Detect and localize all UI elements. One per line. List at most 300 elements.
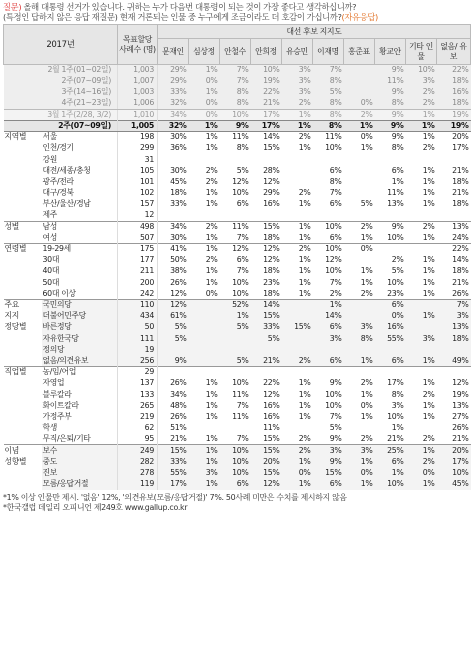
row-label: 자영업 xyxy=(42,378,65,388)
value-cell: 3% xyxy=(189,467,220,478)
value-cell: 1% xyxy=(282,221,313,232)
value-cell xyxy=(189,367,220,378)
value-cell: 1% xyxy=(205,143,218,153)
footnote-2: *한국갤럽 데일리 오피니언 제249호 www.gallup.co.kr xyxy=(3,503,188,513)
value-cell: 9% xyxy=(313,456,344,467)
value-cell: 21% xyxy=(387,434,404,444)
value-cell xyxy=(189,322,220,333)
value-cell: 8% xyxy=(313,98,344,109)
sample-size-cell: 200 xyxy=(118,277,158,288)
sample-size-cell: 1,007 xyxy=(118,76,158,87)
sample-size-cell: 1,006 xyxy=(118,98,158,109)
value-cell: 7% xyxy=(220,65,251,76)
value-cell: 1% xyxy=(406,120,437,131)
row-label: 국민의당 xyxy=(42,299,118,310)
value-cell: 2% xyxy=(205,255,218,265)
row-label: 50대 xyxy=(42,277,60,287)
value-cell: 15% xyxy=(313,467,344,478)
value-cell: 6% xyxy=(375,355,406,366)
sample-size-cell: 1,003 xyxy=(118,87,158,98)
value-cell xyxy=(220,333,251,344)
value-cell: 20% xyxy=(437,132,471,143)
row-group-label xyxy=(4,423,42,434)
value-cell: 11% xyxy=(375,76,406,87)
value-cell: 10% xyxy=(375,478,406,489)
value-cell: 12% xyxy=(251,244,282,255)
value-cell xyxy=(189,311,220,322)
value-cell: 22% xyxy=(251,87,282,98)
value-cell: 33% xyxy=(158,456,189,467)
value-cell xyxy=(282,311,313,322)
value-cell: 3% xyxy=(282,65,313,76)
table-row xyxy=(4,65,471,76)
value-cell xyxy=(406,299,437,310)
value-cell: 55% xyxy=(375,333,406,344)
value-cell: 18% xyxy=(263,232,280,242)
value-cell: 13% xyxy=(437,221,471,232)
row-label: 2주(07~09일) xyxy=(4,76,118,87)
value-cell xyxy=(158,210,189,221)
value-cell: 23% xyxy=(263,277,280,287)
row-label: 강원 xyxy=(42,154,57,164)
row-label: 30대 xyxy=(42,255,60,265)
sample-size-cell: 101 xyxy=(118,176,158,187)
value-cell: 5% xyxy=(360,199,373,209)
row-group-label xyxy=(4,434,42,445)
sample-size-cell: 1,005 xyxy=(118,120,158,131)
value-cell: 2% xyxy=(298,434,311,444)
value-cell: 1% xyxy=(205,232,218,242)
sample-size-cell: 157 xyxy=(118,199,158,210)
table-row xyxy=(4,467,471,478)
value-cell: 3% xyxy=(313,445,344,456)
value-cell: 0% xyxy=(406,467,437,478)
value-cell: 12% xyxy=(251,478,282,489)
value-cell: 8% xyxy=(391,143,404,153)
sample-size-cell: 137 xyxy=(118,378,158,389)
value-cell: 5% xyxy=(329,423,342,433)
value-cell: 10% xyxy=(387,411,404,421)
value-cell: 15% xyxy=(251,445,282,456)
row-label: 농/임/어업 xyxy=(42,367,118,378)
value-cell xyxy=(282,210,313,221)
value-cell: 29% xyxy=(158,76,189,87)
value-cell: 15% xyxy=(282,322,313,333)
value-cell: 1% xyxy=(422,277,435,287)
value-cell xyxy=(313,344,344,355)
value-cell: 21% xyxy=(452,434,469,444)
value-cell: 3% xyxy=(406,76,437,87)
value-cell: 1% xyxy=(189,65,220,76)
value-cell: 1% xyxy=(406,478,437,489)
value-cell xyxy=(282,344,313,355)
value-cell: 8% xyxy=(313,109,344,120)
value-cell: 2% xyxy=(391,255,404,265)
row-group-label xyxy=(4,165,42,176)
value-cell: 48% xyxy=(158,400,189,411)
value-cell: 2% xyxy=(406,221,437,232)
candidate-header: 안희정 xyxy=(251,39,282,65)
value-cell: 9% xyxy=(158,355,189,366)
value-cell xyxy=(189,423,220,434)
value-cell: 27% xyxy=(452,411,469,421)
table-row xyxy=(4,288,471,299)
value-cell: 6% xyxy=(375,299,406,310)
value-cell: 45% xyxy=(158,176,189,187)
candidate-header: 홍준표 xyxy=(344,39,375,65)
value-cell: 13% xyxy=(452,400,469,410)
value-cell: 5% xyxy=(236,165,249,175)
value-cell: 1% xyxy=(344,120,375,131)
value-cell: 26% xyxy=(158,411,189,422)
table-row xyxy=(4,210,471,221)
value-cell xyxy=(158,344,189,355)
value-cell xyxy=(189,333,220,344)
value-cell: 6% xyxy=(329,165,342,175)
value-cell: 15% xyxy=(251,467,282,478)
value-cell: 16% xyxy=(437,87,471,98)
value-cell xyxy=(313,210,344,221)
value-cell: 10% xyxy=(220,445,251,456)
value-cell: 34% xyxy=(158,221,189,232)
value-cell: 11% xyxy=(263,423,280,433)
row-group-label xyxy=(4,266,42,277)
value-cell: 10% xyxy=(220,456,251,467)
value-cell xyxy=(344,165,375,176)
value-cell: 0% xyxy=(375,311,406,322)
value-cell: 1% xyxy=(422,378,435,388)
sample-size-cell: 498 xyxy=(118,221,158,232)
row-group-label: 지지 xyxy=(4,311,42,322)
row-group-label xyxy=(4,478,42,489)
value-cell: 11% xyxy=(232,411,249,421)
value-cell: 29% xyxy=(263,188,280,198)
value-cell: 15% xyxy=(263,143,280,153)
row-group-label xyxy=(4,188,42,199)
value-cell: 12% xyxy=(158,299,189,310)
value-cell: 2% xyxy=(282,244,313,255)
value-cell: 12% xyxy=(263,255,280,265)
value-cell: 3% xyxy=(282,76,313,87)
value-cell: 19% xyxy=(251,76,282,87)
candidate-header: 심상정 xyxy=(189,39,220,65)
sample-size-cell: 219 xyxy=(118,411,158,422)
sample-size-cell: 133 xyxy=(118,389,158,400)
table-row xyxy=(4,199,471,210)
table-row xyxy=(4,299,471,310)
value-cell: 10% xyxy=(232,288,249,298)
value-cell: 1% xyxy=(298,199,311,209)
row-group-label xyxy=(4,355,42,366)
candidate-header: 유승민 xyxy=(282,39,313,65)
value-cell: 1% xyxy=(205,411,218,421)
value-cell: 1% xyxy=(360,232,373,242)
value-cell xyxy=(375,344,406,355)
value-cell xyxy=(375,154,406,165)
value-cell: 10% xyxy=(220,109,251,120)
row-label: 무직/은퇴/기타 xyxy=(42,434,91,444)
value-cell: 3% xyxy=(313,333,344,344)
value-cell: 30% xyxy=(158,132,189,143)
value-cell: 1% xyxy=(205,277,218,287)
value-cell: 41% xyxy=(158,244,189,255)
value-cell: 0% xyxy=(282,467,313,478)
value-cell: 2% xyxy=(360,288,373,298)
value-cell xyxy=(189,299,220,310)
table-row xyxy=(4,87,471,98)
value-cell: 13% xyxy=(387,199,404,209)
value-cell: 26% xyxy=(452,423,469,433)
value-cell: 1% xyxy=(406,109,437,120)
value-cell: 11% xyxy=(387,188,404,198)
value-cell: 17% xyxy=(437,456,471,467)
value-cell: 1% xyxy=(422,266,435,276)
value-cell: 10% xyxy=(232,277,249,287)
value-cell: 1% xyxy=(189,456,220,467)
value-cell: 18% xyxy=(437,76,471,87)
candidate-header: 안철수 xyxy=(220,39,251,65)
value-cell: 1% xyxy=(205,188,218,198)
candidate-header: 황교안 xyxy=(375,39,406,65)
value-cell: 51% xyxy=(158,423,189,434)
value-cell xyxy=(344,76,375,87)
value-cell: 7% xyxy=(236,400,249,410)
value-cell xyxy=(251,344,282,355)
row-group-label xyxy=(4,411,42,422)
value-cell: 10% xyxy=(313,221,344,232)
row-group-label xyxy=(4,143,42,154)
value-cell: 1% xyxy=(282,109,313,120)
value-cell xyxy=(375,244,406,255)
table-row xyxy=(4,176,471,187)
value-cell: 30% xyxy=(158,232,189,243)
value-cell: 17% xyxy=(158,478,189,489)
value-cell: 1% xyxy=(422,255,435,265)
value-cell: 1% xyxy=(344,355,375,366)
row-group-label xyxy=(4,277,42,288)
value-cell: 8% xyxy=(220,87,251,98)
value-cell: 8% xyxy=(220,98,251,109)
value-cell: 2% xyxy=(205,165,218,175)
table-row xyxy=(4,456,471,467)
value-cell: 2% xyxy=(422,434,435,444)
value-cell xyxy=(406,154,437,165)
value-cell: 1% xyxy=(205,389,218,399)
row-label: 여성 xyxy=(42,232,57,242)
value-cell: 1% xyxy=(205,378,218,388)
value-cell: 36% xyxy=(158,143,189,154)
sample-size-cell: 102 xyxy=(118,188,158,199)
value-cell: 33% xyxy=(158,87,189,98)
value-cell: 1% xyxy=(298,266,311,276)
value-cell: 1% xyxy=(298,277,311,287)
value-cell: 7% xyxy=(236,434,249,444)
footnotes xyxy=(3,493,471,514)
candidate-header: 기타 인물 xyxy=(406,39,437,65)
value-cell: 1% xyxy=(422,199,435,209)
value-cell: 10% xyxy=(232,188,249,198)
value-cell: 5% xyxy=(158,333,189,344)
value-cell: 2% xyxy=(406,456,437,467)
table-row xyxy=(4,221,471,232)
value-cell: 7% xyxy=(329,277,342,287)
value-cell xyxy=(251,210,282,221)
value-cell xyxy=(344,65,375,76)
value-cell: 2% xyxy=(282,132,313,143)
sample-size-cell: 198 xyxy=(118,132,158,143)
value-cell: 7% xyxy=(236,232,249,242)
value-cell: 1% xyxy=(282,456,313,467)
value-cell: 11% xyxy=(313,132,344,143)
value-cell: 6% xyxy=(313,355,344,366)
value-cell: 10% xyxy=(251,65,282,76)
value-cell: 1% xyxy=(205,400,218,410)
value-cell: 10% xyxy=(387,277,404,287)
value-cell: 21% xyxy=(251,98,282,109)
value-cell: 6% xyxy=(313,478,344,489)
value-cell: 10% xyxy=(387,232,404,242)
row-group-label xyxy=(4,400,42,411)
sample-size-cell: 507 xyxy=(118,232,158,243)
row-label: 모름/응답거절 xyxy=(42,478,118,489)
value-cell xyxy=(344,154,375,165)
value-cell: 34% xyxy=(158,109,189,120)
candidate-header: 문재인 xyxy=(158,39,189,65)
value-cell: 10% xyxy=(325,266,342,276)
row-group-label xyxy=(4,210,42,221)
value-cell: 7% xyxy=(236,266,249,276)
value-cell: 1% xyxy=(298,378,311,388)
value-cell: 2% xyxy=(329,288,342,298)
value-cell: 1% xyxy=(391,423,404,433)
value-cell: 1% xyxy=(422,232,435,242)
row-label: 보수 xyxy=(42,445,118,456)
value-cell: 21% xyxy=(158,434,189,445)
row-label: 화이트칼라 xyxy=(42,400,79,410)
value-cell: 1% xyxy=(422,411,435,421)
value-cell: 7% xyxy=(329,411,342,421)
value-cell: 12% xyxy=(452,378,469,388)
value-cell: 8% xyxy=(236,143,249,153)
value-cell: 24% xyxy=(452,232,469,242)
sample-size-cell: 434 xyxy=(118,311,158,322)
table-row xyxy=(4,132,471,143)
value-cell: 33% xyxy=(251,322,282,333)
value-cell: 18% xyxy=(158,188,189,199)
value-cell: 30% xyxy=(158,165,189,176)
value-cell: 17% xyxy=(251,120,282,131)
value-cell xyxy=(282,154,313,165)
value-cell: 12% xyxy=(263,389,280,399)
table-row xyxy=(4,378,471,389)
row-group-label xyxy=(4,344,42,355)
value-cell: 9% xyxy=(375,109,406,120)
value-cell: 11% xyxy=(232,389,249,399)
value-cell: 5% xyxy=(158,322,189,333)
value-cell: 1% xyxy=(189,244,220,255)
sample-size-cell: 177 xyxy=(118,255,158,266)
value-cell: 10% xyxy=(406,65,437,76)
value-cell: 0% xyxy=(189,109,220,120)
value-cell xyxy=(282,367,313,378)
row-label: 3주(14~16일) xyxy=(4,87,118,98)
table-row xyxy=(4,434,471,445)
value-cell: 6% xyxy=(329,199,342,209)
value-cell: 38% xyxy=(158,266,189,277)
value-cell: 21% xyxy=(452,165,469,175)
row-label: 대구/경북 xyxy=(42,188,74,198)
row-group-label xyxy=(4,333,42,344)
value-cell: 21% xyxy=(452,188,469,198)
row-group-label: 성향별 xyxy=(4,456,42,467)
row-label: 더불어민주당 xyxy=(42,311,118,322)
sample-size-cell: 211 xyxy=(118,266,158,277)
value-cell: 10% xyxy=(313,244,344,255)
value-cell: 1% xyxy=(422,188,435,198)
table-row xyxy=(4,109,471,120)
value-cell: 0% xyxy=(205,288,218,298)
row-group-label: 지역별 xyxy=(4,132,42,143)
row-label: 2월 1주(01~02일) xyxy=(4,65,118,76)
value-cell: 1% xyxy=(189,445,220,456)
value-cell: 1% xyxy=(344,456,375,467)
table-row xyxy=(4,322,471,333)
value-cell: 2% xyxy=(406,87,437,98)
value-cell xyxy=(344,367,375,378)
year-header: 2017년 xyxy=(4,25,118,65)
value-cell: 32% xyxy=(158,120,189,131)
value-cell: 45% xyxy=(437,478,471,489)
value-cell: 10% xyxy=(325,143,342,153)
row-label: 자유한국당 xyxy=(42,333,118,344)
value-cell: 18% xyxy=(437,333,471,344)
row-group-label: 성별 xyxy=(4,221,42,232)
table-row xyxy=(4,389,471,400)
sample-size-cell: 50 xyxy=(118,322,158,333)
value-cell: 0% xyxy=(189,98,220,109)
value-cell: 8% xyxy=(313,120,344,131)
value-cell: 7% xyxy=(313,65,344,76)
candidate-header: 이재명 xyxy=(313,39,344,65)
value-cell: 1% xyxy=(406,311,437,322)
sample-size-cell: 278 xyxy=(118,467,158,478)
value-cell: 15% xyxy=(251,221,282,232)
value-cell xyxy=(375,210,406,221)
sample-size-cell: 256 xyxy=(118,355,158,366)
value-cell xyxy=(406,244,437,255)
row-label: 광주/전라 xyxy=(42,176,74,186)
value-cell xyxy=(220,423,251,434)
value-cell: 16% xyxy=(375,322,406,333)
value-cell: 8% xyxy=(391,389,404,399)
table-row xyxy=(4,311,471,322)
value-cell xyxy=(313,154,344,165)
value-cell: 14% xyxy=(251,299,282,310)
value-cell: 1% xyxy=(344,478,375,489)
value-cell: 9% xyxy=(375,132,406,143)
table-row xyxy=(4,400,471,411)
row-group-label: 주요 xyxy=(4,299,42,310)
value-cell xyxy=(406,367,437,378)
table-row xyxy=(4,367,471,378)
sample-size-cell: 62 xyxy=(118,423,158,434)
value-cell: 19% xyxy=(452,389,469,399)
value-cell xyxy=(437,344,471,355)
value-cell xyxy=(158,367,189,378)
value-cell xyxy=(251,367,282,378)
table-row xyxy=(4,120,471,131)
value-cell xyxy=(313,367,344,378)
